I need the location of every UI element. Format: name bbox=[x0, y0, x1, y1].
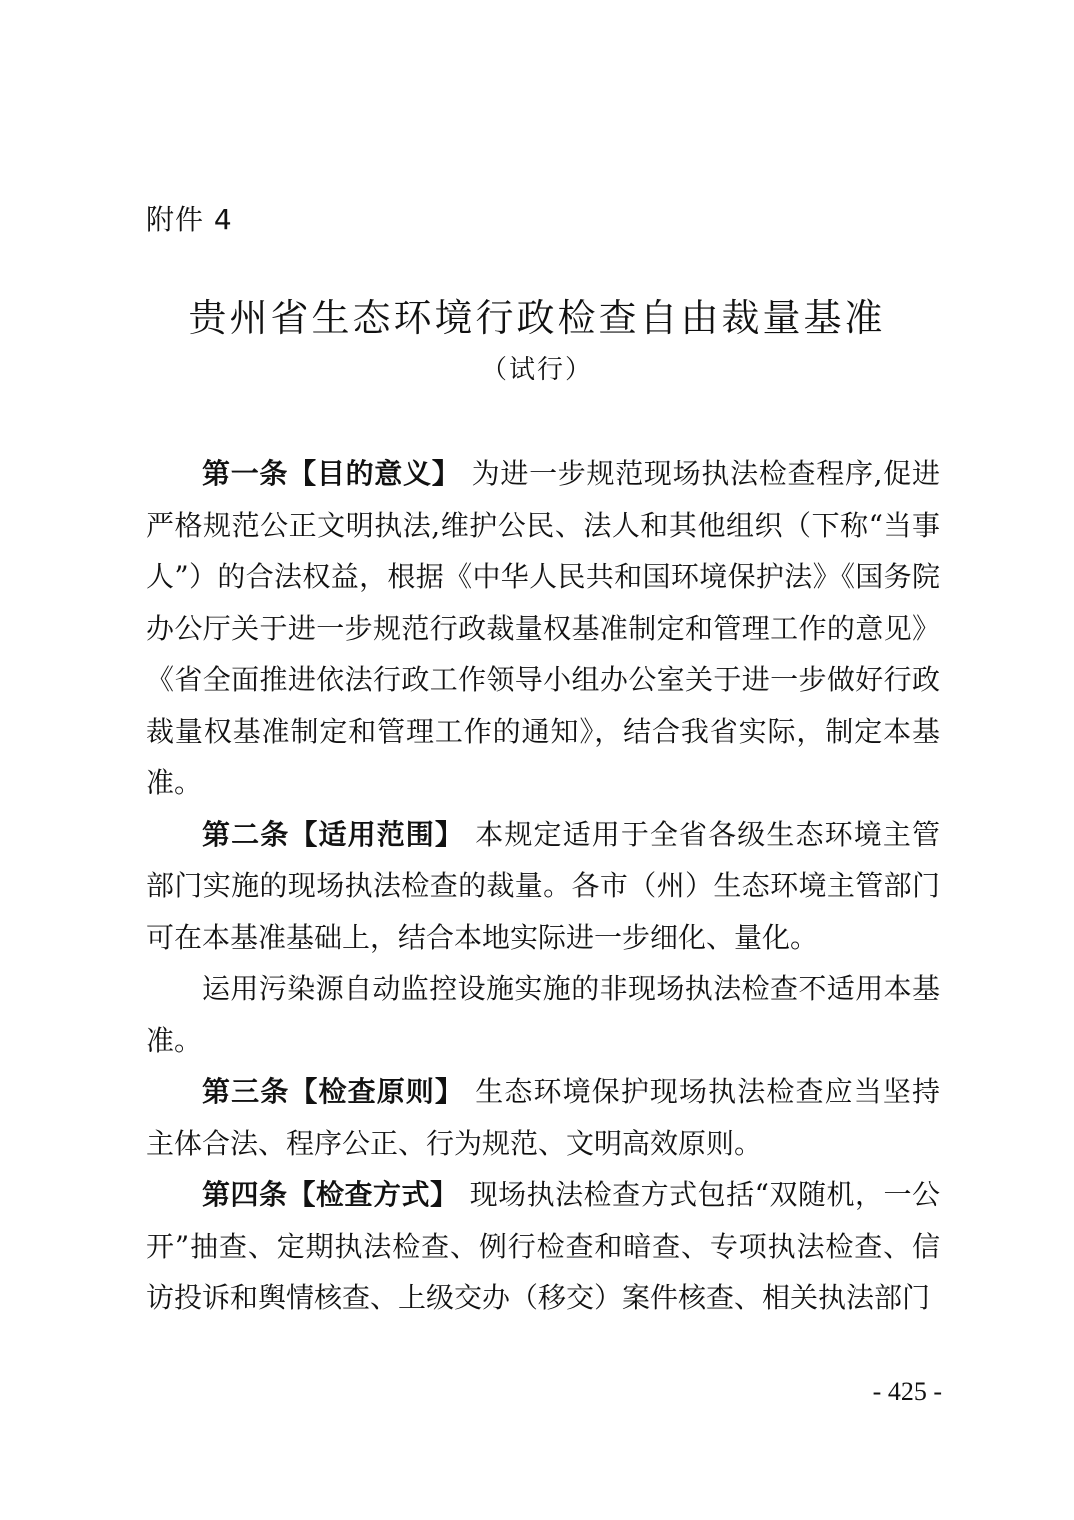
article-1 bbox=[146, 448, 940, 809]
document-subtitle: （试行） bbox=[480, 355, 593, 385]
article-text: 运用污染源自动监控设施实施的非现场执法检查不适用本基准。 bbox=[146, 972, 940, 1057]
document-title: 贵州省生态环境行政检查自由裁量基准 bbox=[188, 296, 886, 340]
article-2 bbox=[146, 809, 940, 964]
attachment-label: 附件 4 bbox=[146, 203, 233, 236]
article-2-paragraph-2 bbox=[146, 963, 940, 1066]
article-heading: 第二条【适用范围】 bbox=[202, 817, 465, 851]
article-text: 生态环境保护现场执法检查应当坚持主体合法、程序公正、行为规范、文明高效原则。 bbox=[146, 1075, 940, 1160]
article-heading: 第三条【检查原则】 bbox=[202, 1075, 465, 1108]
article-3 bbox=[146, 1066, 940, 1169]
article-text: 为进一步规范现场执法检查程序,促进严格规范公正文明执法,维护公民、法人和其他组织（下称“当事人”）的合法权益，根据《中华人民共和国环境保护法》《国务院办公厅关于进一步规范行政裁量权基准制定和管理工作的意见》《省全面推进依法行政工作领导小组办公室关于进一步做好行政裁量权基准制定和管理工作的通知》，结合我省实际，制定本基准。 bbox=[146, 457, 940, 799]
document-body bbox=[146, 448, 940, 1324]
article-heading: 第一条【目的意义】 bbox=[202, 457, 461, 490]
page-number: - 425 - bbox=[872, 1377, 942, 1406]
article-text: 现场执法检查方式包括“双随机，一公开”抽查、定期执法检查、例行检查和暗查、专项执法检查、信访投诉和舆情核查、上级交办（移交）案件核查、相关执法部门 bbox=[146, 1178, 940, 1314]
article-text: 本规定适用于全省各级生态环境主管部门实施的现场执法检查的裁量。各市（州）生态环境主管部门可在本基准基础上，结合本地实际进一步细化、量化。 bbox=[146, 817, 940, 954]
article-4 bbox=[146, 1169, 940, 1324]
article-heading: 第四条【检查方式】 bbox=[202, 1178, 459, 1211]
